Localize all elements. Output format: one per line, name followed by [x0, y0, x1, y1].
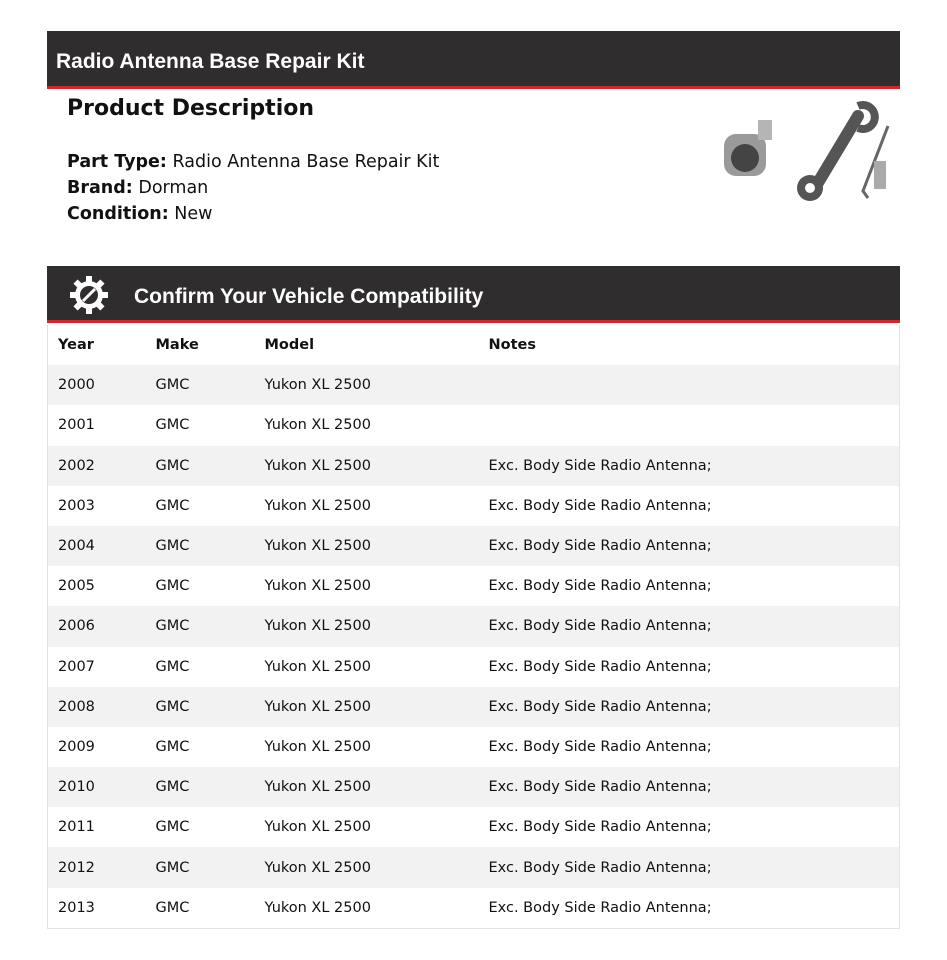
cell-model: Yukon XL 2500 [255, 847, 479, 887]
product-description-heading: Product Description [67, 96, 315, 121]
cell-model: Yukon XL 2500 [255, 365, 479, 405]
product-image [718, 96, 898, 206]
col-make: Make [146, 325, 255, 365]
cell-make: GMC [146, 807, 255, 847]
cell-notes: Exc. Body Side Radio Antenna; [479, 847, 900, 887]
cell-model: Yukon XL 2500 [255, 606, 479, 646]
cell-make: GMC [146, 446, 255, 486]
cell-notes: Exc. Body Side Radio Antenna; [479, 687, 900, 727]
cell-notes: Exc. Body Side Radio Antenna; [479, 807, 900, 847]
cell-notes: Exc. Body Side Radio Antenna; [479, 526, 900, 566]
compatibility-title: Confirm Your Vehicle Compatibility [134, 285, 484, 308]
cell-model: Yukon XL 2500 [255, 888, 479, 929]
cell-notes: Exc. Body Side Radio Antenna; [479, 446, 900, 486]
product-title: Radio Antenna Base Repair Kit [56, 50, 365, 73]
table-row [48, 566, 900, 606]
table-row [48, 767, 900, 807]
cell-year: 2004 [48, 526, 146, 566]
cell-year: 2010 [48, 767, 146, 807]
col-model: Model [255, 325, 479, 365]
table-row [48, 647, 900, 687]
table-row [48, 807, 900, 847]
cell-make: GMC [146, 847, 255, 887]
cell-make: GMC [146, 647, 255, 687]
cell-notes: Exc. Body Side Radio Antenna; [479, 727, 900, 767]
table-row [48, 727, 900, 767]
cell-notes: Exc. Body Side Radio Antenna; [479, 566, 900, 606]
cell-make: GMC [146, 486, 255, 526]
table-row [48, 687, 900, 727]
cell-year: 2012 [48, 847, 146, 887]
cell-make: GMC [146, 727, 255, 767]
cell-notes [479, 405, 900, 445]
table-header-row [48, 325, 900, 365]
compatibility-bar [47, 266, 900, 323]
cell-year: 2011 [48, 807, 146, 847]
cell-model: Yukon XL 2500 [255, 727, 479, 767]
cell-notes: Exc. Body Side Radio Antenna; [479, 647, 900, 687]
cell-make: GMC [146, 888, 255, 929]
cell-year: 2006 [48, 606, 146, 646]
cell-year: 2008 [48, 687, 146, 727]
table-row [48, 405, 900, 445]
cell-notes: Exc. Body Side Radio Antenna; [479, 486, 900, 526]
cell-model: Yukon XL 2500 [255, 807, 479, 847]
cell-year: 2005 [48, 566, 146, 606]
attr-part-type: Part Type: Radio Antenna Base Repair Kit [67, 152, 440, 172]
table-row [48, 486, 900, 526]
cell-make: GMC [146, 405, 255, 445]
cell-notes: Exc. Body Side Radio Antenna; [479, 767, 900, 807]
table-row [48, 446, 900, 486]
cell-notes: Exc. Body Side Radio Antenna; [479, 606, 900, 646]
cell-year: 2009 [48, 727, 146, 767]
cell-make: GMC [146, 526, 255, 566]
table-row [48, 365, 900, 405]
product-title-bar [47, 31, 900, 89]
cell-year: 2013 [48, 888, 146, 929]
cell-year: 2003 [48, 486, 146, 526]
cell-notes: Exc. Body Side Radio Antenna; [479, 888, 900, 929]
attr-condition: Condition: New [67, 204, 213, 224]
attr-brand: Brand: Dorman [67, 178, 209, 198]
cell-year: 2001 [48, 405, 146, 445]
cell-model: Yukon XL 2500 [255, 405, 479, 445]
cell-make: GMC [146, 687, 255, 727]
product-attributes [67, 149, 439, 227]
cell-make: GMC [146, 365, 255, 405]
table-row [48, 526, 900, 566]
cell-make: GMC [146, 566, 255, 606]
cell-model: Yukon XL 2500 [255, 446, 479, 486]
cell-model: Yukon XL 2500 [255, 566, 479, 606]
cell-model: Yukon XL 2500 [255, 647, 479, 687]
gear-wrench-icon [69, 275, 109, 315]
cell-model: Yukon XL 2500 [255, 526, 479, 566]
table-row [48, 847, 900, 887]
cell-make: GMC [146, 606, 255, 646]
col-notes: Notes [479, 325, 900, 365]
compatibility-table [47, 325, 900, 929]
table-row [48, 606, 900, 646]
cell-year: 2000 [48, 365, 146, 405]
cell-notes [479, 365, 900, 405]
cell-year: 2007 [48, 647, 146, 687]
cell-model: Yukon XL 2500 [255, 767, 479, 807]
table-row [48, 888, 900, 929]
cell-model: Yukon XL 2500 [255, 486, 479, 526]
cell-make: GMC [146, 767, 255, 807]
cell-year: 2002 [48, 446, 146, 486]
cell-model: Yukon XL 2500 [255, 687, 479, 727]
col-year: Year [48, 325, 146, 365]
